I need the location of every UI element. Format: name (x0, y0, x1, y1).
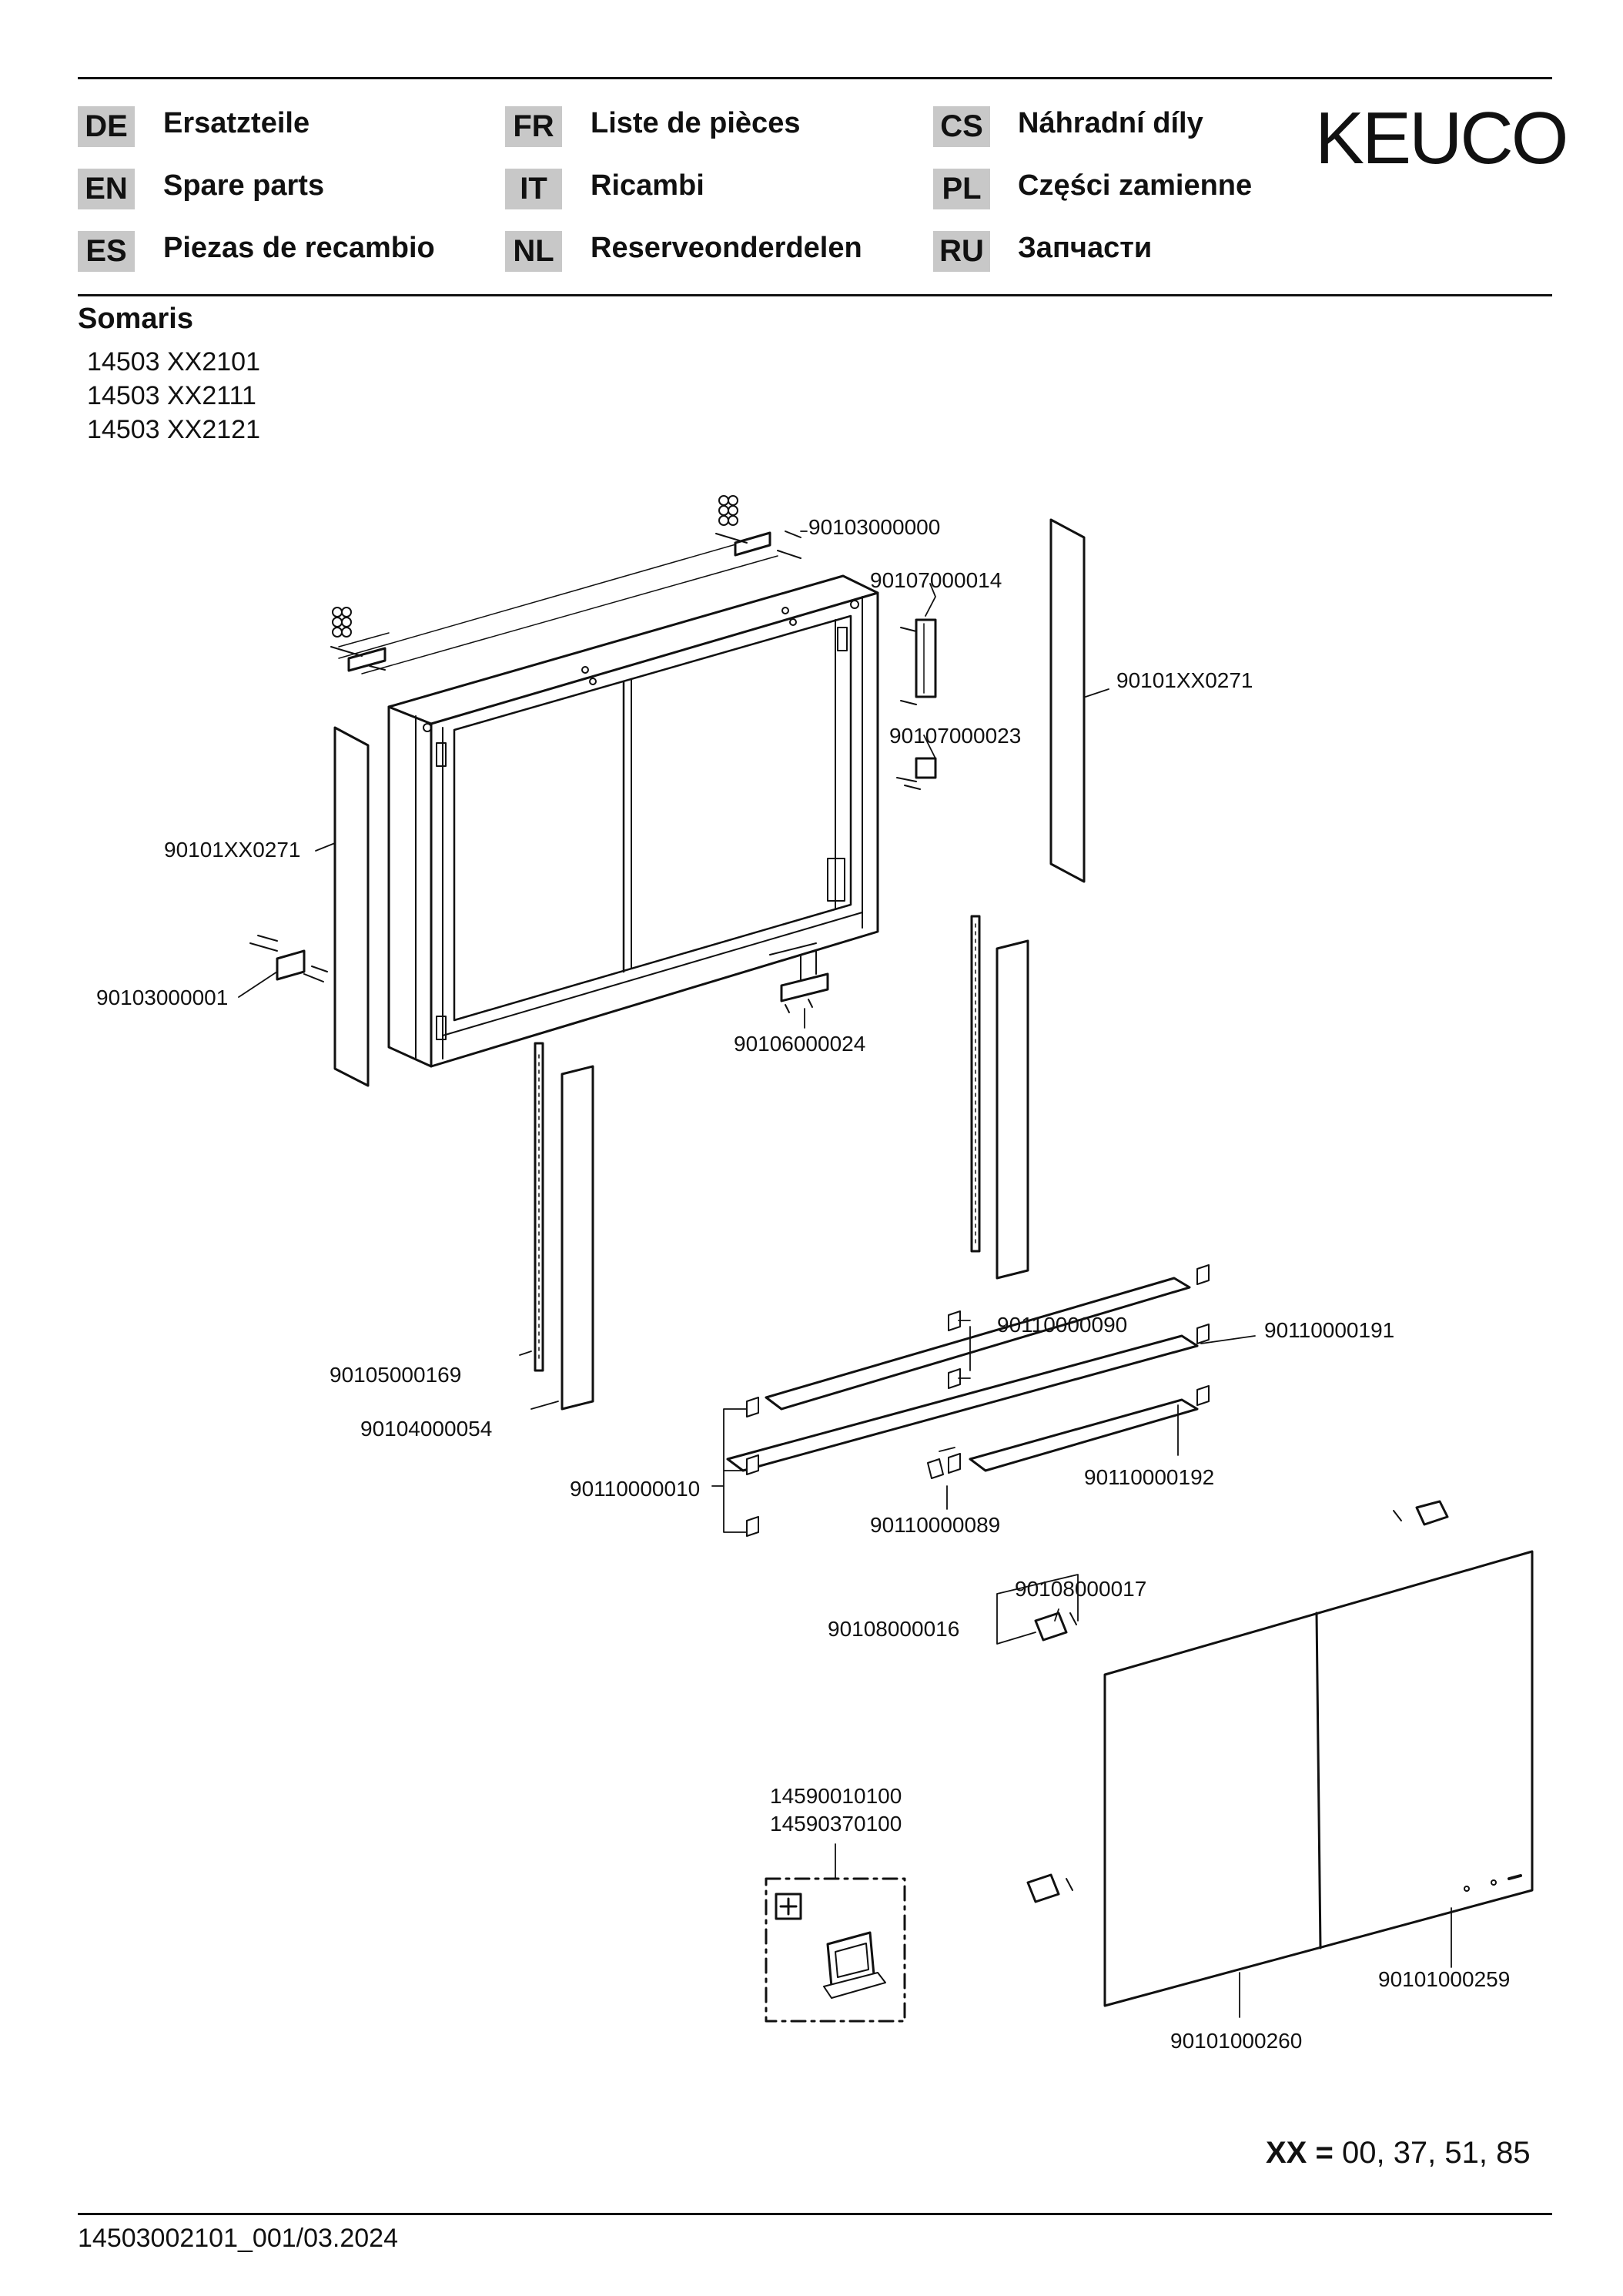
label-90107000014: 90107000014 (870, 568, 1002, 592)
label-90101XX0271-left: 90101XX0271 (164, 838, 301, 862)
label-90110000089: 90110000089 (870, 1513, 1001, 1537)
product-name: Somaris (78, 303, 193, 335)
label-90107000023: 90107000023 (889, 724, 1022, 748)
door-hinge-lower (1028, 1875, 1073, 1902)
label-90110000090: 90110000090 (997, 1313, 1128, 1337)
document-number: 14503002101_001/03.2024 (78, 2224, 398, 2253)
label-14590370100: 14590370100 (770, 1812, 902, 1836)
label-90106000024: 90106000024 (734, 1032, 866, 1056)
variant-note (1266, 2136, 1531, 2170)
lang-label-it: Ricambi (591, 169, 704, 202)
label-90101XX0271-right: 90101XX0271 (1116, 668, 1253, 692)
label-90110000192: 90110000192 (1084, 1465, 1215, 1489)
door-profile-left (562, 1066, 593, 1409)
label-90105000169: 90105000169 (330, 1363, 462, 1387)
lang-code-en: EN (78, 169, 135, 209)
light-module (897, 620, 935, 789)
wall-bracket-top-right (716, 496, 801, 558)
hinge-rail-right (972, 916, 979, 1251)
door-profile-right (997, 941, 1028, 1278)
lang-label-ru: Запчасти (1018, 232, 1153, 264)
lang-label-pl: Części zamienne (1018, 169, 1253, 202)
variant-values: 00, 37, 51, 85 (1341, 2136, 1531, 2170)
lang-code-nl: NL (505, 231, 562, 272)
label-90101000259: 90101000259 (1378, 1967, 1511, 1991)
lang-code-de: DE (78, 106, 135, 147)
label-90103000000: 90103000000 (808, 515, 941, 539)
lang-label-es: Piezas de recambio (163, 232, 435, 264)
lang-code-it: IT (505, 169, 562, 209)
accessory-box (766, 1879, 905, 2021)
side-panel-left (335, 728, 368, 1086)
lang-label-en: Spare parts (163, 169, 325, 202)
glass-shelf-1 (766, 1278, 1190, 1409)
lang-code-ru: RU (933, 231, 990, 272)
lang-label-fr: Liste de pièces (591, 107, 801, 139)
article-number-3: 14503 XX2121 (87, 415, 260, 444)
label-90110000010: 90110000010 (570, 1477, 701, 1501)
lang-code-pl: PL (933, 169, 990, 209)
lang-label-cs: Náhradní díly (1018, 107, 1203, 139)
keuco-logo: KEUCO (1315, 97, 1567, 179)
label-90101000260: 90101000260 (1170, 2029, 1303, 2053)
lang-label-de: Ersatzteile (163, 107, 310, 139)
hinge-rail-left (535, 1043, 543, 1371)
hinge-bracket-left (250, 935, 327, 982)
lang-code-cs: CS (933, 106, 990, 147)
article-number-1: 14503 XX2101 (87, 347, 260, 377)
label-90104000054: 90104000054 (360, 1417, 493, 1441)
label-90108000016: 90108000016 (828, 1617, 960, 1641)
mirror-doors (1105, 1551, 1532, 2006)
bottom-switch (781, 951, 828, 1012)
label-90110000191: 90110000191 (1264, 1318, 1395, 1342)
side-panel-right (1051, 520, 1084, 882)
door-hinge-upper (1394, 1501, 1447, 1525)
label-90108000017: 90108000017 (1015, 1577, 1147, 1601)
variant-key: XX = (1266, 2136, 1334, 2170)
footer-rule (78, 2213, 1552, 2215)
label-90103000001: 90103000001 (96, 986, 229, 1009)
label-14590010100: 14590010100 (770, 1784, 902, 1808)
lang-code-fr: FR (505, 106, 562, 147)
lang-code-es: ES (78, 231, 135, 272)
glass-shelf-3 (970, 1400, 1197, 1471)
article-number-2: 14503 XX2111 (87, 381, 256, 410)
lang-label-nl: Reserveonderdelen (591, 232, 862, 264)
